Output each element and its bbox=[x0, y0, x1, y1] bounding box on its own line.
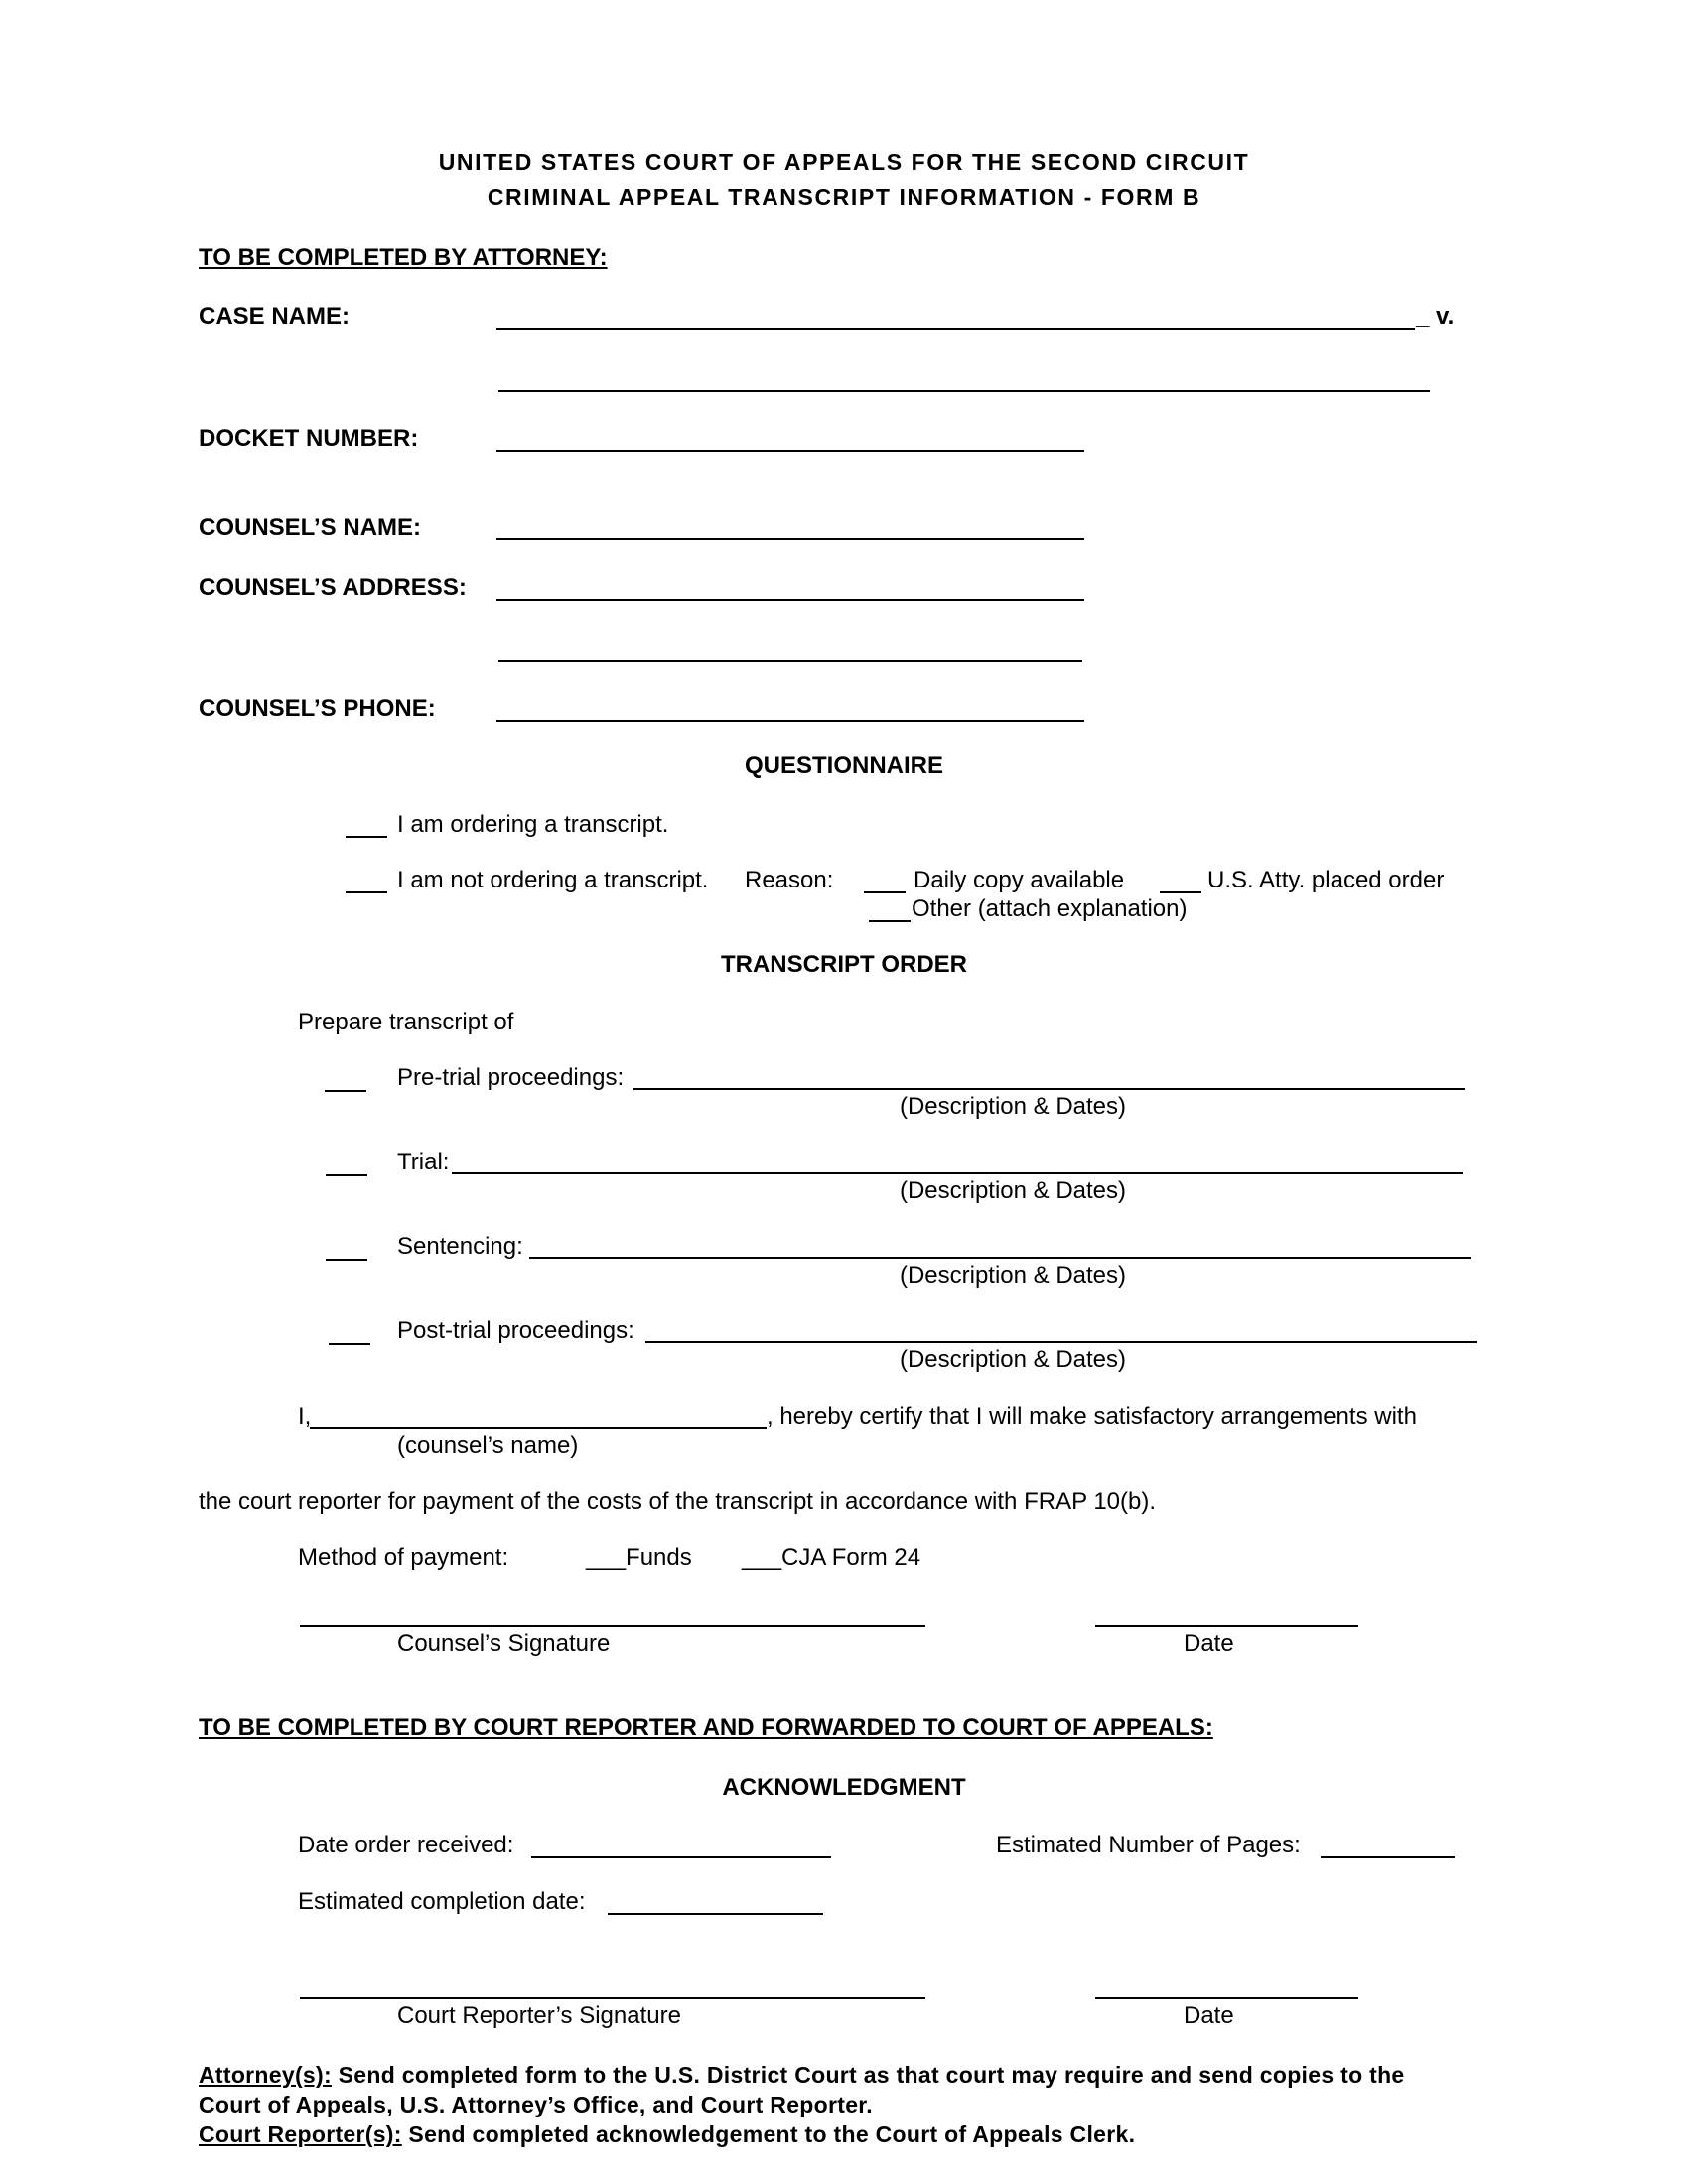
pretrial-line[interactable] bbox=[633, 1088, 1465, 1090]
counsel-address-label: COUNSEL’S ADDRESS: bbox=[199, 574, 467, 601]
case-name-label: CASE NAME: bbox=[199, 303, 351, 330]
trial-label: Trial: bbox=[397, 1149, 450, 1175]
posttrial-label: Post-trial proceedings: bbox=[397, 1317, 634, 1344]
docket-number-label: DOCKET NUMBER: bbox=[199, 425, 419, 452]
certify-counsel-name-line[interactable] bbox=[310, 1427, 767, 1429]
not-ordering-transcript-text: I am not ordering a transcript. bbox=[397, 867, 709, 893]
footer-reporter-instructions bbox=[199, 2121, 1135, 2148]
date-received-label: Date order received: bbox=[298, 1832, 514, 1858]
prepare-transcript-text: Prepare transcript of bbox=[298, 1009, 514, 1035]
form-title-line2: CRIMINAL APPEAL TRANSCRIPT INFORMATION - FORM B bbox=[487, 184, 1201, 209]
counsel-date-line[interactable] bbox=[1095, 1625, 1358, 1627]
trial-caption: (Description & Dates) bbox=[899, 1177, 1127, 1204]
est-completion-line[interactable] bbox=[608, 1913, 823, 1915]
case-name-line-1[interactable] bbox=[496, 328, 1415, 330]
counsel-phone-label: COUNSEL’S PHONE: bbox=[199, 695, 436, 722]
transcript-order-heading: TRANSCRIPT ORDER bbox=[720, 951, 967, 978]
footer-reporter-label: Court Reporter(s): bbox=[199, 2121, 402, 2147]
ordering-checkbox[interactable] bbox=[346, 836, 387, 838]
posttrial-line[interactable] bbox=[645, 1341, 1477, 1343]
certify-suffix: , hereby certify that I will make satisfactory arrangements with bbox=[767, 1403, 1417, 1430]
attorney-section-heading: TO BE COMPLETED BY ATTORNEY: bbox=[199, 244, 608, 271]
footer-attorney-label: Attorney(s): bbox=[199, 2062, 332, 2088]
counsel-signature-caption: Counsel’s Signature bbox=[397, 1630, 611, 1657]
daily-copy-checkbox[interactable] bbox=[864, 891, 906, 893]
footer-reporter-text: Send completed acknowledgement to the Court of Appeals Clerk. bbox=[401, 2121, 1136, 2147]
reporter-date-caption: Date bbox=[1184, 2002, 1234, 2029]
us-atty-text: U.S. Atty. placed order bbox=[1207, 867, 1445, 893]
questionnaire-heading: QUESTIONNAIRE bbox=[744, 752, 943, 779]
counsel-phone-line[interactable] bbox=[496, 720, 1084, 722]
counsel-name-caption: (counsel’s name) bbox=[397, 1433, 579, 1459]
reporter-date-line[interactable] bbox=[1095, 1997, 1358, 1999]
footer-attorney-text: Send completed form to the U.S. District Court as that court may require and send copies to the bbox=[331, 2062, 1405, 2088]
footer-attorney-instructions bbox=[199, 2062, 1405, 2089]
certify-line-2: the court reporter for payment of the costs of the transcript in accordance with FRAP 10(b). bbox=[199, 1488, 1157, 1515]
est-completion-label: Estimated completion date: bbox=[298, 1888, 586, 1915]
counsel-address-line-1[interactable] bbox=[496, 599, 1084, 601]
pretrial-checkbox[interactable] bbox=[325, 1090, 366, 1092]
docket-number-line[interactable] bbox=[496, 450, 1084, 452]
versus-label: _ v. bbox=[1416, 303, 1455, 330]
sentencing-line[interactable] bbox=[529, 1257, 1471, 1259]
est-pages-line[interactable] bbox=[1321, 1856, 1455, 1858]
sentencing-checkbox[interactable] bbox=[326, 1259, 367, 1261]
form-title-line1: UNITED STATES COURT OF APPEALS FOR THE SECOND CIRCUIT bbox=[438, 149, 1250, 175]
certify-prefix: I, bbox=[298, 1403, 312, 1430]
not-ordering-checkbox[interactable] bbox=[346, 891, 387, 893]
sentencing-label: Sentencing: bbox=[397, 1233, 523, 1260]
counsel-name-line[interactable] bbox=[496, 538, 1084, 540]
posttrial-checkbox[interactable] bbox=[329, 1343, 370, 1345]
ordering-transcript-text: I am ordering a transcript. bbox=[397, 811, 669, 838]
footer-attorney-text-2: Court of Appeals, U.S. Attorney’s Office, and Court Reporter. bbox=[199, 2092, 873, 2117]
counsel-date-caption: Date bbox=[1184, 1630, 1234, 1657]
acknowledgment-heading: ACKNOWLEDGMENT bbox=[722, 1774, 966, 1801]
other-reason-text: Other (attach explanation) bbox=[912, 895, 1188, 922]
reporter-signature-line[interactable] bbox=[300, 1997, 925, 1999]
counsel-signature-line[interactable] bbox=[300, 1625, 925, 1627]
posttrial-caption: (Description & Dates) bbox=[899, 1346, 1127, 1373]
date-received-line[interactable] bbox=[531, 1856, 831, 1858]
payment-funds-option[interactable]: ___Funds bbox=[586, 1544, 692, 1570]
est-pages-label: Estimated Number of Pages: bbox=[996, 1832, 1301, 1858]
trial-line[interactable] bbox=[452, 1172, 1463, 1174]
reporter-signature-caption: Court Reporter’s Signature bbox=[397, 2002, 681, 2029]
pretrial-caption: (Description & Dates) bbox=[899, 1093, 1127, 1120]
case-name-line-2[interactable] bbox=[498, 390, 1430, 392]
trial-checkbox[interactable] bbox=[326, 1174, 367, 1176]
other-reason-checkbox[interactable] bbox=[869, 920, 911, 922]
us-atty-checkbox[interactable] bbox=[1160, 891, 1201, 893]
counsel-name-label: COUNSEL’S NAME: bbox=[199, 514, 422, 541]
sentencing-caption: (Description & Dates) bbox=[899, 1262, 1127, 1289]
daily-copy-text: Daily copy available bbox=[914, 867, 1125, 893]
pretrial-label: Pre-trial proceedings: bbox=[397, 1064, 625, 1091]
reporter-section-heading: TO BE COMPLETED BY COURT REPORTER AND FORWARDED TO COURT OF APPEALS: bbox=[199, 1714, 1213, 1741]
counsel-address-line-2[interactable] bbox=[498, 660, 1082, 662]
payment-method-label: Method of payment: bbox=[298, 1544, 509, 1570]
reason-label: Reason: bbox=[745, 867, 834, 893]
payment-cja-option[interactable]: ___CJA Form 24 bbox=[742, 1544, 921, 1570]
